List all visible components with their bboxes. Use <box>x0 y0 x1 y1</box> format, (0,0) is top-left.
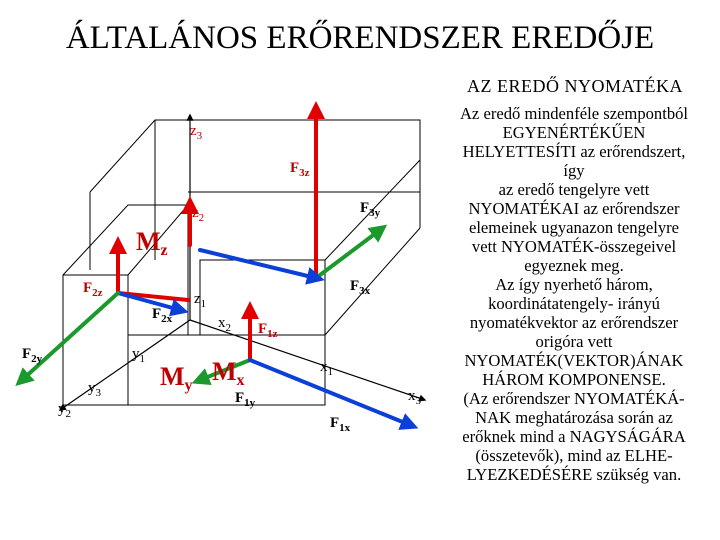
left-top-face <box>63 205 188 275</box>
label-My: My <box>160 362 193 394</box>
depth-lines <box>200 160 420 335</box>
body-text-line: (összetevők), mind az ELHE- <box>475 446 673 465</box>
body-text-line: HELYETTESÍTI az erőrendszert, <box>462 142 686 161</box>
body-text-line: origóra vett <box>535 332 613 351</box>
section-title: AZ EREDŐ NYOMATÉKA <box>467 76 683 96</box>
body-text-line: Az így nyerhető három, <box>495 275 653 294</box>
label-F2x: $F_{2x}$ <box>152 306 173 325</box>
label-z3: $z_3$ <box>190 123 203 142</box>
label-F3x: $F_{3x}$ <box>350 278 371 297</box>
label-F3z: $F_{3z}$ <box>290 160 310 179</box>
label-Mx: Mx <box>212 357 245 389</box>
arrow-F3y <box>316 230 380 278</box>
arrow-F2y <box>22 293 118 380</box>
body-text-line: elemeinek ugyanazon tengelyre <box>468 218 680 237</box>
body-text-line: koordinátatengely- irányú <box>488 294 660 313</box>
page-title: ÁLTALÁNOS ERŐRENDSZER EREDŐJE <box>65 20 655 56</box>
axes <box>60 115 425 410</box>
label-z2: $z_2$ <box>192 205 205 224</box>
body-text-line: (Az erőrendszer NYOMATÉKÁ- <box>463 389 685 408</box>
body-text-line: nyomatékvektor az erőrendszer <box>469 313 679 332</box>
body-text-line: így <box>563 161 585 180</box>
label-F1y: $F_{1y}$ <box>235 390 256 409</box>
label-y1: $y_1$ <box>132 346 145 365</box>
body-text-line: erőknek mind a NAGYSÁGÁRA <box>462 427 686 446</box>
label-F3y: $F_{3y}$ <box>360 200 381 219</box>
label-F1x: $F_{1x}$ <box>330 415 351 434</box>
body-text-line: EGYENÉRTÉKŰEN <box>502 123 646 142</box>
label-Mz: Mz <box>136 227 168 259</box>
body-text-line: az eredő tengelyre vett <box>498 180 650 199</box>
label-x1: $x_1$ <box>320 359 333 378</box>
body-text-line: NYOMATÉKAI az erőrendszer <box>468 199 680 218</box>
label-y3: $y_3$ <box>88 380 101 399</box>
label-F2z: $F_{2z}$ <box>83 280 103 299</box>
label-F2y: $F_{2y}$ <box>22 346 43 365</box>
arrow-F3x <box>200 250 316 278</box>
body-text-line: LYEZKEDÉSÉRE szükség van. <box>466 465 682 484</box>
body-text-line: vett NYOMATÉK-összegeivel <box>471 237 677 256</box>
body-text-line: egyeznek meg. <box>524 256 624 275</box>
label-x3: $x_3$ <box>408 388 421 407</box>
body-text-line: NYOMATÉK(VEKTOR)ÁNAK <box>464 351 684 370</box>
label-z1: $z_1$ <box>194 291 207 310</box>
body-text-line: HÁROM KOMPONENSE. <box>482 370 666 389</box>
label-y2: $y_2$ <box>58 401 71 420</box>
body-text-line: Az eredő mindenféle szempontból <box>459 104 689 123</box>
body-text-line: NAK meghatározása során az <box>475 408 673 427</box>
label-F1z: $F_{1z}$ <box>258 321 278 340</box>
label-x2: $x_2$ <box>218 315 231 334</box>
